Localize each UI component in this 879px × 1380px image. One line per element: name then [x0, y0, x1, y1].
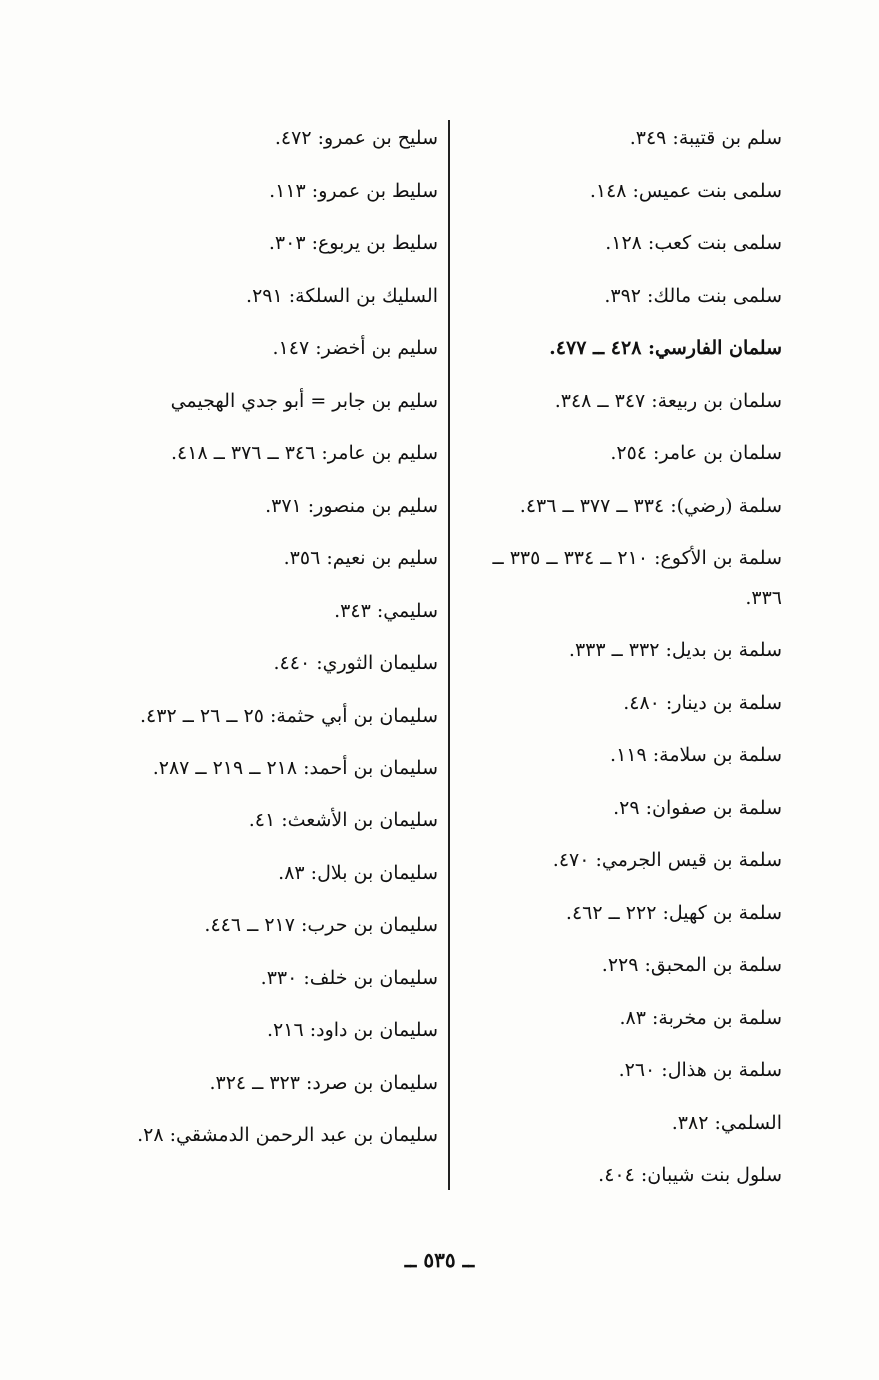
index-entry: سلمى بنت مالك: ٣٩٢.	[604, 284, 782, 307]
index-entry: سليمان بن صرد: ٣٢٣ ــ ٣٢٤.	[209, 1071, 438, 1094]
page-number: ــ ٥٣٥ ــ	[404, 1248, 475, 1272]
index-entry: سليمان الثوري: ٤٤٠.	[273, 652, 438, 674]
index-entry: سليمان بن أحمد: ٢١٨ ــ ٢١٩ ــ ٢٨٧.	[152, 756, 438, 779]
index-entry: سلمة بن دينار: ٤٨٠.	[623, 691, 782, 714]
index-entry: سلمان الفارسي: ٤٢٨ ــ ٤٧٧.	[549, 337, 782, 359]
index-column-left	[120, 112, 438, 1162]
index-entry: سلمة بن قيس الجرمي: ٤٧٠.	[552, 849, 782, 871]
index-entry: سلمى بنت عميس: ١٤٨.	[589, 179, 782, 202]
index-entry: سليم بن عامر: ٣٤٦ ــ ٣٧٦ ــ ٤١٨.	[170, 442, 438, 464]
index-entry: سلمة بن المحبق: ٢٢٩.	[601, 954, 782, 976]
index-entry: سلمة بن سلامة: ١١٩.	[610, 744, 782, 766]
index-column-right	[470, 112, 782, 1202]
index-entry: سليمان بن أبي حثمة: ٢٥ ــ ٢٦ ــ ٤٣٢.	[140, 704, 438, 727]
index-entry: سلمة (رضي): ٣٣٤ ــ ٣٧٧ ــ ٤٣٦.	[519, 494, 782, 517]
index-entry: سلمة بن هذال: ٢٦٠.	[618, 1059, 782, 1081]
index-entry: سليمان بن خلف: ٣٣٠.	[260, 966, 438, 989]
index-entry: سليمان بن داود: ٢١٦.	[267, 1019, 438, 1041]
index-entry: سليم بن منصور: ٣٧١.	[265, 494, 438, 517]
index-entry: سلمة بن بديل: ٣٣٢ ــ ٣٣٣.	[568, 639, 782, 661]
index-entry: سلمة بن الأكوع: ٢١٠ ــ ٣٣٤ ــ ٣٣٥ ــ ٣٣٦.	[492, 547, 782, 609]
index-entry: سلمان بن ربيعة: ٣٤٧ ــ ٣٤٨.	[554, 389, 782, 412]
column-divider	[448, 120, 450, 1190]
index-entry: السلمي: ٣٨٢.	[671, 1111, 782, 1134]
index-entry: سليمي: ٣٤٣.	[334, 599, 438, 622]
index-entry: السليك بن السلكة: ٢٩١.	[246, 284, 438, 307]
index-entry: سليم بن أخضر: ١٤٧.	[272, 337, 438, 359]
index-entry: سلمة بن مخربة: ٨٣.	[619, 1006, 782, 1029]
index-entry: سليم بن نعيم: ٣٥٦.	[283, 547, 438, 569]
index-entry: سلمة بن صفوان: ٢٩.	[613, 796, 782, 819]
index-entry: سلم بن قتيبة: ٣٤٩.	[629, 127, 782, 149]
index-entry: سليط بن يربوع: ٣٠٣.	[268, 232, 438, 254]
index-entry: سلمة بن كهيل: ٢٢٢ ــ ٤٦٢.	[565, 901, 782, 924]
index-entry: سليم بن جابر = أبو جدي الهجيمي	[170, 389, 438, 412]
index-entry: سلمان بن عامر: ٢٥٤.	[610, 442, 782, 464]
index-entry: سليمان بن بلال: ٨٣.	[278, 861, 438, 884]
index-entry: سليح بن عمرو: ٤٧٢.	[274, 127, 438, 149]
index-entry: سليمان بن حرب: ٢١٧ ــ ٤٤٦.	[204, 914, 438, 936]
index-entry: سليط بن عمرو: ١١٣.	[269, 179, 438, 202]
index-entry: سليمان بن عبد الرحمن الدمشقي: ٢٨.	[137, 1124, 438, 1146]
index-entry: سليمان بن الأشعث: ٤١.	[248, 809, 438, 831]
index-entry: سلول بنت شيبان: ٤٠٤.	[598, 1164, 782, 1186]
index-entry: سلمى بنت كعب: ١٢٨.	[605, 232, 782, 254]
